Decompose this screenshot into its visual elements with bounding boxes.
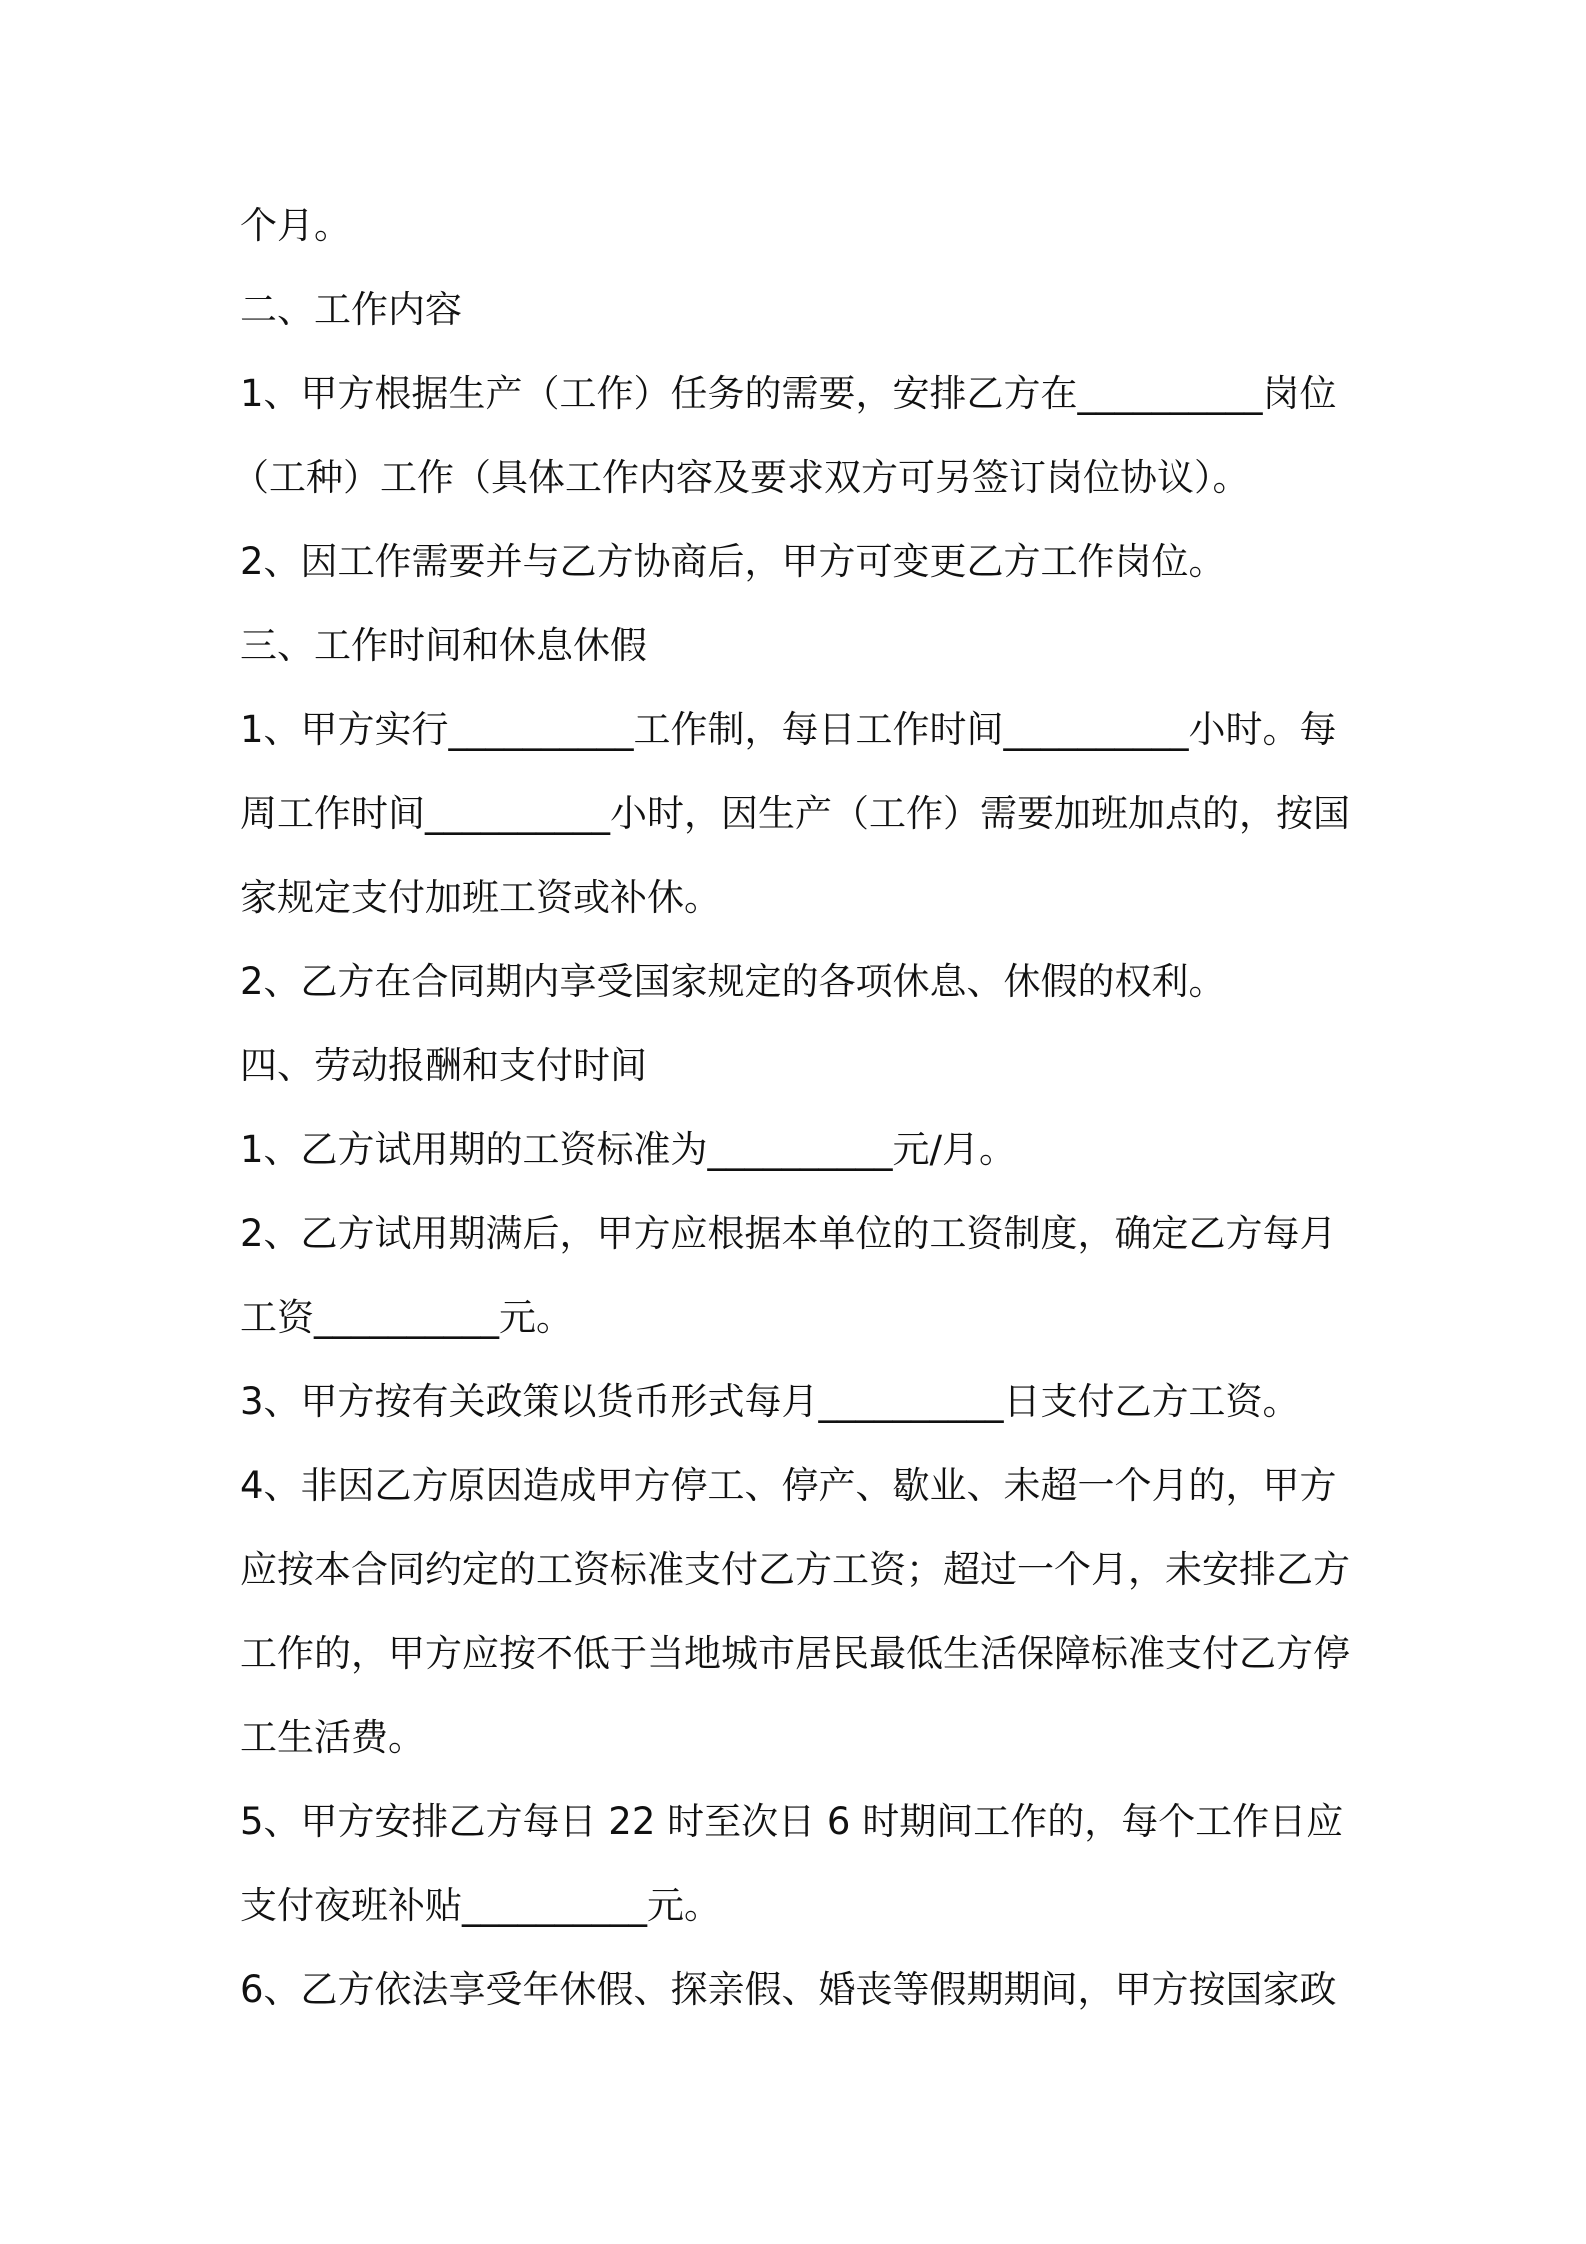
text-line: 个月。 xyxy=(240,204,351,247)
text-line: 家规定支付加班工资或补休。 xyxy=(240,876,721,919)
section-heading: 二、工作内容 xyxy=(240,288,462,331)
text-line: 工资__________元。 xyxy=(240,1296,573,1339)
text-line: 应按本合同约定的工资标准支付乙方工资；超过一个月，未安排乙方 xyxy=(240,1548,1350,1591)
text-line: 工生活费。 xyxy=(240,1716,425,1759)
text-line: 2、因工作需要并与乙方协商后，甲方可变更乙方工作岗位。 xyxy=(240,540,1226,583)
text-line: 3、甲方按有关政策以货币形式每月__________日支付乙方工资。 xyxy=(240,1380,1300,1423)
section-heading: 四、劳动报酬和支付时间 xyxy=(240,1044,647,1087)
text-line: 5、甲方安排乙方每日 22 时至次日 6 时期间工作的，每个工作日应 xyxy=(240,1800,1344,1843)
text-line: 工作的，甲方应按不低于当地城市居民最低生活保障标准支付乙方停 xyxy=(240,1632,1350,1675)
text-line: 1、甲方实行__________工作制，每日工作时间__________小时。每 xyxy=(240,708,1337,751)
text-line: 6、乙方依法享受年休假、探亲假、婚丧等假期期间，甲方按国家政 xyxy=(240,1968,1337,2011)
text-line: 支付夜班补贴__________元。 xyxy=(240,1884,721,1927)
text-line: 周工作时间__________小时，因生产（工作）需要加班加点的，按国 xyxy=(240,792,1350,835)
text-line: 2、乙方试用期满后，甲方应根据本单位的工资制度，确定乙方每月 xyxy=(240,1212,1337,1255)
text-line: 2、乙方在合同期内享受国家规定的各项休息、休假的权利。 xyxy=(240,960,1226,1003)
section-heading: 三、工作时间和休息休假 xyxy=(240,624,647,667)
text-line: 1、甲方根据生产（工作）任务的需要，安排乙方在__________岗位 xyxy=(240,372,1337,415)
text-line: 1、乙方试用期的工资标准为__________元/月。 xyxy=(240,1128,1017,1171)
text-line: 4、非因乙方原因造成甲方停工、停产、歇业、未超一个月的，甲方 xyxy=(240,1464,1337,1507)
text-line: （工种）工作（具体工作内容及要求双方可另签订岗位协议）。 xyxy=(232,456,1250,499)
